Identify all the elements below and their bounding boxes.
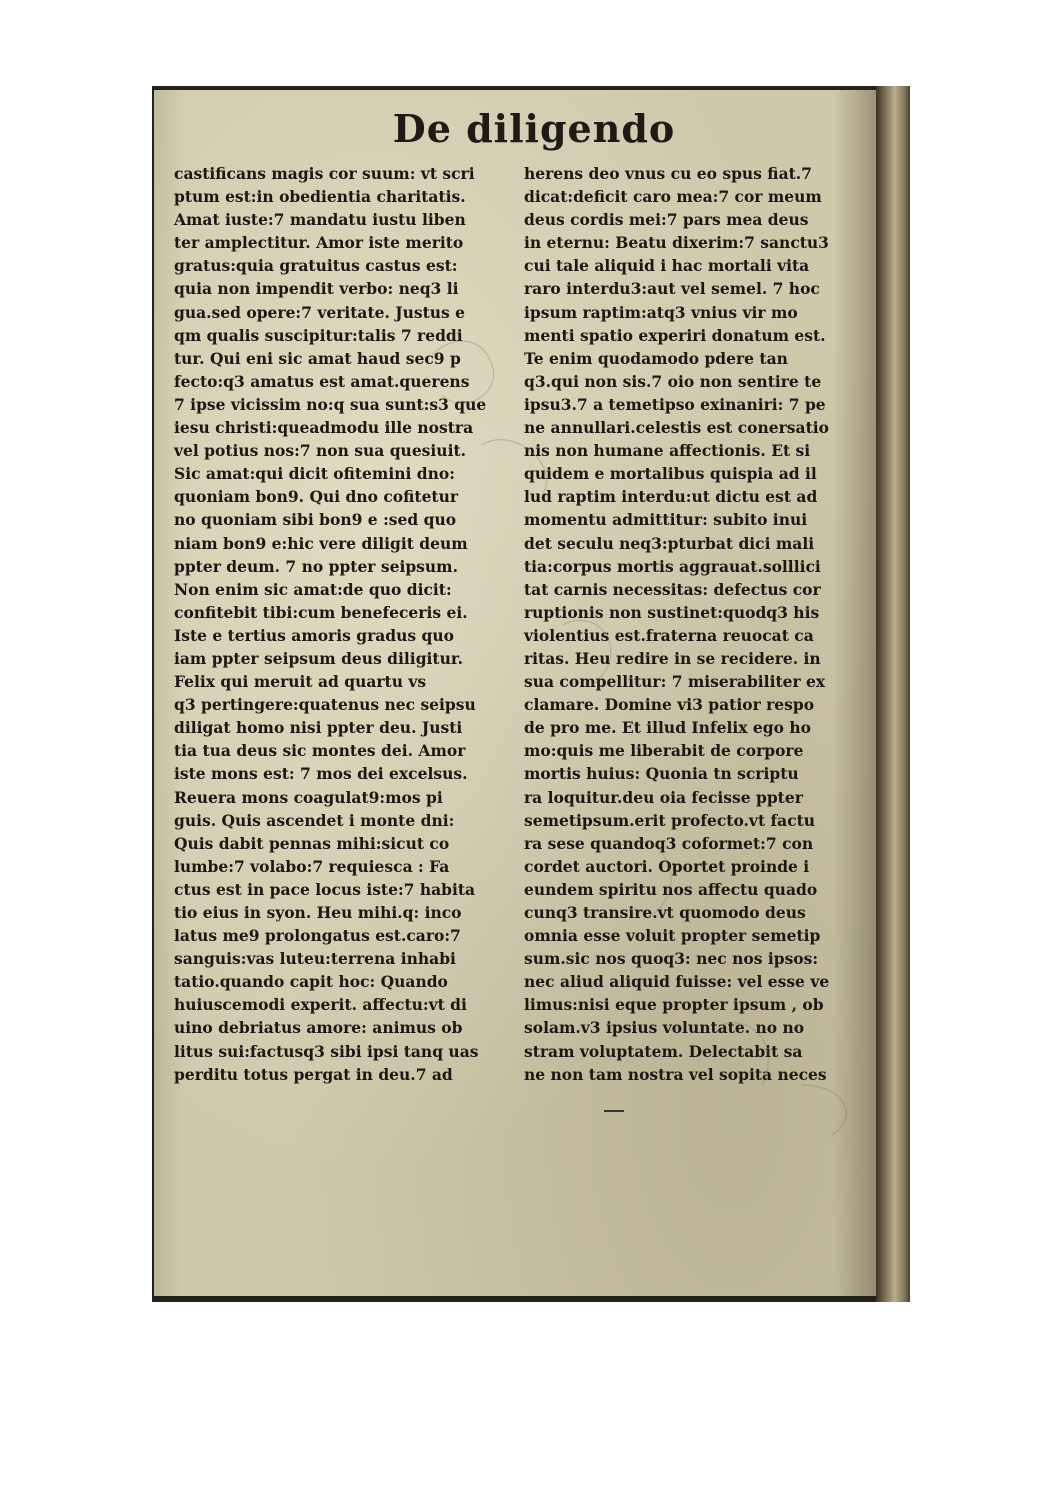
text-line: ipsu3.7 a temetipso exinaniri: 7 pe <box>524 394 826 414</box>
text-line: mo:quis me liberabit de corpore <box>524 741 804 761</box>
text-line: quidem e mortalibus quispia ad il <box>524 464 817 484</box>
text-line: dicat:deficit caro mea:7 cor meum <box>524 187 822 207</box>
text-line: huiuscemodi experit. affectu:vt di <box>174 995 467 1015</box>
text-line: vel potius nos:7 non sua quesiuit. <box>174 441 467 461</box>
text-line: tio eius in syon. Heu mihi.q: inco <box>174 903 462 922</box>
text-line: limus:nisi eque propter ipsum , ob <box>524 995 824 1015</box>
text-line: 7 ipse vicissim no:q sua sunt:s3 que <box>174 394 487 414</box>
text-line: tatio.quando capit hoc: Quando <box>174 972 448 992</box>
text-line: gua.sed opere:7 veritate. Justus e <box>174 302 466 322</box>
text-line: ptum est:in obedientia charitatis. <box>174 187 466 207</box>
text-line: ipsum raptim:atq3 vnius vir mo <box>524 302 798 322</box>
text-line: lumbe:7 volabo:7 requiesca : Fa <box>174 856 450 876</box>
text-line: stram voluptatem. Delectabit sa <box>524 1041 803 1061</box>
text-line: niam bon9 e:hic vere diligit deum <box>174 533 468 553</box>
text-line: Reuera mons coagulat9:mos pi <box>174 787 443 807</box>
text-line: tur. Qui eni sic amat haud sec9 p <box>174 348 461 368</box>
text-line: ctus est in pace locus iste:7 habita <box>174 879 476 899</box>
text-line: Sic amat:qui dicit ofitemini dno: <box>174 464 455 484</box>
text-line: no quoniam sibi bon9 e :sed quo <box>174 510 457 530</box>
text-line: qm qualis suscipitur:talis 7 reddi <box>174 325 463 345</box>
text-line: ra sese quandoq3 coformet:7 con <box>524 833 814 853</box>
text-line: gratus:quia gratuitus castus est: <box>174 256 458 276</box>
text-line: latus me9 prolongatus est.caro:7 <box>174 926 461 946</box>
text-line: tia:corpus mortis aggrauat.solllici <box>524 556 821 576</box>
text-line: in eternu: Beatu dixerim:7 sanctu3 <box>524 233 829 253</box>
text-line: tia tua deus sic montes dei. Amor <box>174 741 466 761</box>
text-line: Quis dabit pennas mihi:sicut co <box>174 833 450 853</box>
text-line: raro interdu3:aut vel semel. 7 hoc <box>524 279 820 299</box>
text-line: sua compellitur: 7 miserabiliter ex <box>524 672 826 692</box>
text-line: ppter deum. 7 no ppter seipsum. <box>174 556 458 576</box>
text-line: de pro me. Et illud Infelix ego ho <box>524 718 811 738</box>
text-line: menti spatio experiri donatum est. <box>524 325 826 345</box>
text-line: herens deo vnus cu eo spus fiat.7 <box>524 164 812 183</box>
text-line: iam ppter seipsum deus diligitur. <box>174 648 463 668</box>
text-line: ter amplectitur. Amor iste merito <box>174 233 464 253</box>
text-line: Amat iuste:7 mandatu iustu liben <box>174 210 466 230</box>
text-line: q3.qui non sis.7 oio non sentire te <box>524 371 822 391</box>
text-line: iesu christi:queadmodu ille nostra <box>174 418 474 438</box>
text-line: violentius est.fraterna reuocat ca <box>524 625 814 645</box>
faint-library-stamp <box>422 325 892 1145</box>
text-line: ra loquitur.deu oia fecisse ppter <box>524 787 803 807</box>
text-line: solam.v3 ipsius voluntate. no no <box>524 1018 805 1038</box>
text-line: lud raptim interdu:ut dictu est ad <box>524 487 818 507</box>
book-page <box>154 90 876 1296</box>
text-line: momentu admittitur: subito inui <box>524 510 808 530</box>
text-line: tat carnis necessitas: defectus cor <box>524 579 821 599</box>
scan-frame <box>152 86 910 1302</box>
text-line: sum.sic nos quoq3: nec nos ipsos: <box>524 949 819 969</box>
text-line: quia non impendit verbo: neq3 li <box>174 279 459 299</box>
text-line: cunq3 transire.vt quomodo deus <box>524 903 806 922</box>
text-line: deus cordis mei:7 pars mea deus <box>524 210 809 230</box>
text-line: eundem spiritu nos affectu quado <box>524 879 818 899</box>
text-line: Te enim quodamodo pdere tan <box>524 348 788 368</box>
book-spine-edge <box>876 86 910 1302</box>
text-line: ruptionis non sustinet:quodq3 his <box>524 602 820 622</box>
text-line: cordet auctori. Oportet proinde i <box>524 856 810 876</box>
text-line: cui tale aliquid i hac mortali vita <box>524 256 810 276</box>
text-line: ne annullari.celestis est conersatio <box>524 418 829 438</box>
page-title: De diligendo <box>392 106 676 151</box>
text-line: confitebit tibi:cum benefeceris ei. <box>174 602 468 622</box>
text-line: litus sui:factusq3 sibi ipsi tanq uas <box>174 1041 479 1061</box>
text-line: nis non humane affectionis. Et si <box>524 441 811 461</box>
text-line: iste mons est: 7 mos dei excelsus. <box>174 764 468 784</box>
text-line: fecto:q3 amatus est amat.querens <box>174 371 470 391</box>
text-line: nec aliud aliquid fuisse: vel esse ve <box>524 972 830 992</box>
text-line: castificans magis cor suum: vt scri <box>174 164 475 183</box>
text-line: det seculu neq3:pturbat dici mali <box>524 533 815 553</box>
text-line: clamare. Domine vi3 patior respo <box>524 695 815 715</box>
text-line: uino debriatus amore: animus ob <box>174 1018 463 1038</box>
text-line: quoniam bon9. Qui dno cofitetur <box>174 487 459 507</box>
text-line: semetipsum.erit profecto.vt factu <box>524 810 816 830</box>
text-line: ritas. Heu redire in se recidere. in <box>524 648 821 668</box>
text-line: mortis huius: Quonia tn scriptu <box>524 764 799 784</box>
text-line: Non enim sic amat:de quo dicit: <box>174 579 452 599</box>
text-line: diligat homo nisi ppter deu. Justi <box>174 718 463 738</box>
text-line: omnia esse voluit propter semetip <box>524 926 821 946</box>
text-line: sanguis:vas luteu:terrena inhabi <box>174 949 456 969</box>
text-line: Iste e tertius amoris gradus quo <box>174 625 454 645</box>
text-line: perditu totus pergat in deu.7 ad <box>174 1064 453 1084</box>
text-line: ne non tam nostra vel sopita neces <box>524 1064 827 1084</box>
text-line: Felix qui meruit ad quartu vs <box>174 672 427 692</box>
text-line: guis. Quis ascendet i monte dni: <box>174 810 455 830</box>
text-line: q3 pertingere:quatenus nec seipsu <box>174 695 476 715</box>
